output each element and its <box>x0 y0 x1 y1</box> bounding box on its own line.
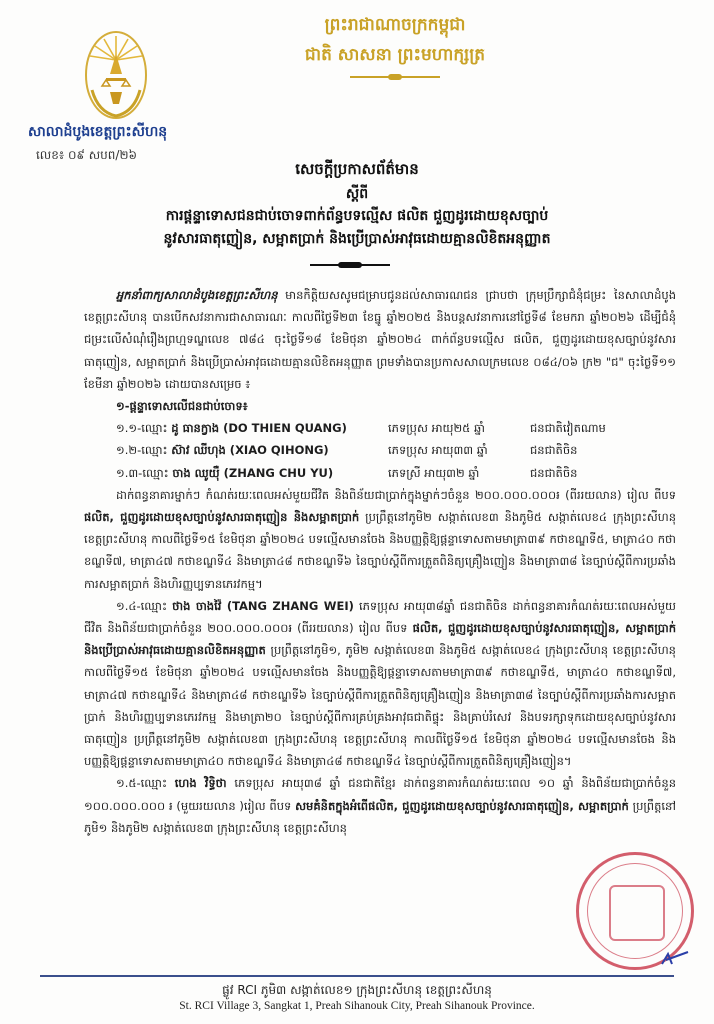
person-name: ចាង ឈូយ៉ឺ (ZHANG CHU YU) <box>172 465 334 480</box>
footer-divider <box>40 975 674 977</box>
person-sex-age: ភេទប្រុស អាយុ៣៣ ឆ្នាំ <box>388 443 488 458</box>
nation-religion-king: ជាតិ សាសនា ព្រះមហាក្សត្រ <box>304 45 486 65</box>
footer-address-english: St. RCI Village 3, Sangkat 1, Preah Sihanouk City, Preah Sihanouk Province. <box>179 1000 535 1012</box>
person-sex-age: ភេទស្រី អាយុ៣២ ឆ្នាំ <box>388 465 480 480</box>
person-row <box>84 439 676 461</box>
person5-paragraph <box>84 772 676 839</box>
court-name: សាលាដំបូងខេត្តព្រះសីហនុ <box>28 124 168 140</box>
court-emblem-icon <box>84 30 148 120</box>
document-title: សេចក្តីប្រកាសព័ត៌មាន <box>295 160 419 178</box>
person-label: ១.២-ឈ្មោះ <box>116 443 172 458</box>
person-row <box>84 462 676 484</box>
person-name: ថាង ចាងវ៉ៃ (TANG ZHANG WEI) <box>172 598 354 613</box>
section-heading: ១-ផ្តន្ទាទោសលើជនជាប់ចោទ៖ <box>116 399 248 414</box>
person-row <box>84 417 676 439</box>
ornament-divider <box>350 76 440 78</box>
person-sex-age: ភេទប្រុស អាយុ២៥ ឆ្នាំ <box>388 421 485 436</box>
signature-icon <box>660 948 690 968</box>
seal-emblem-icon <box>609 885 665 941</box>
person-label: ១.៤-ឈ្មោះ <box>116 598 173 613</box>
spokesperson: អ្នកនាំពាក្យសាលាដំបូងខេត្តព្រះសីហនុ <box>116 288 278 302</box>
person-name: ដូ ធានក្វាង (DO THIEN QUANG) <box>171 421 347 436</box>
person-name: ស៊ាវ ឈីហុង (XIAO QIHONG) <box>171 443 329 458</box>
person-name-cell <box>116 462 388 484</box>
document-number: លេខ៖ ០៩ សបព/២៦ <box>36 148 138 162</box>
person-nationality: ជនជាតិវៀតណាម <box>530 421 606 436</box>
title-subject-line2: នូវសារធាតុញៀន, សម្អាតប្រាក់ និងប្រើប្រាស់អាវុធដោយគ្មានលិខិតអនុញ្ញាត <box>163 231 551 247</box>
kingdom-motto <box>230 12 560 78</box>
footer-address-khmer: ផ្លូវ RCI ភូមិ៣ សង្កាត់លេខ១ ក្រុងព្រះសីហនុ ខេត្តព្រះសីហនុ <box>222 983 492 997</box>
person-name-cell <box>116 417 388 439</box>
person-name: ហេង វិទ្ធិថា <box>174 776 227 791</box>
intro-text: មានកិត្តិយសសូមជម្រាបជូនដល់សាធារណជន ជ្រាបថា ក្រុមប្រឹក្សាជំនុំជម្រះ នៃសាលាដំបូងខេត្តព្រះសីហនុ បានបើកសវនាការជាសាធារណៈ កាលពីថ្ងៃទី២៣ ខែធ្នូ ឆ្នាំ២០២៥ និងបន្តសវនាការនៅថ្ងៃទី៨ ខែមករា ឆ្នាំ២០២៦ ដើម្បីជំនុំជម្រះលើសំណុំរឿងព្រហ្មទណ្ឌលេខ ៧៨៤ ចុះថ្ងៃទី១៨ ខែមិថុនា ឆ្នាំ២០២៤ ពាក់ព័ន្ធបទល្មើស ផលិត, ជួញដូរដោយខុសច្បាប់នូវសារធាតុញៀន, សម្អាតប្រាក់ និងប្រើប្រាស់អាវុធដោយគ្មានលិខិតអនុញ្ញាត ព្រមទាំងបានប្រកាសសាលក្រមលេខ ០៨៤/០៦ ក្រ២ "ជ" ចុះថ្ងៃទី១១ ខែមីនា ឆ្នាំ២០២៦ ដោយបានសម្រេច ៖ <box>84 288 676 391</box>
sentence-paragraph <box>84 484 676 595</box>
person-name-cell <box>116 439 388 461</box>
person-label: ១.៥-ឈ្មោះ <box>116 776 175 791</box>
sentence-details: ប្រព្រឹត្តនៅភូមិ១, ភូមិ២ សង្កាត់លេខ៣ និងភូមិ៥ សង្កាត់លេខ៤ ក្រុងព្រះសីហនុ ខេត្តព្រះសីហនុ កាលពីថ្ងៃទី១៥ ខែមិថុនា ឆ្នាំ២០២៤ បទល្មើសមានចែង និងបញ្ញត្តិឱ្យផ្តន្ទាទោសតាមមាត្រា៣៩ កថាខណ្ឌទី៥, មាត្រា៤០ កថាខណ្ឌទី៧, មាត្រា៤៧ កថាខណ្ឌទី៤ និងមាត្រា៤៨ កថាខណ្ឌទី៦ នៃច្បាប់ស្តីពីការត្រួតពិនិត្យគ្រឿងញៀន និងមាត្រា៣៨ នៃច្បាប់ស្តីពីការប្រឆាំងការសម្អាតប្រាក់ និងហិរញ្ញប្បទានភេរវកម្ម និងមាត្រា២០ នៃច្បាប់ស្តីពីការគ្រប់គ្រងអាវុធជាតិផ្ទុះ និងគ្រាប់រំសេវ និងបទរក្សាទុកដោយខុសច្បាប់នូវសារធាតុញៀន ប្រព្រឹត្តនៅភូមិ២ សង្កាត់លេខ៣ ក្រុងព្រះសីហនុ ខេត្តព្រះសីហនុ កាលពីថ្ងៃទី១៥ ខែមិថុនា ឆ្នាំ២០២៤ បទល្មើសមានចែង និងបញ្ញត្តិឱ្យផ្តន្ទាទោសតាមមាត្រា៤០ កថាខណ្ឌទី៤ និងមាត្រា៤៨ កថាខណ្ឌទី៤ នៃច្បាប់ស្តីពីការត្រួតពិនិត្យគ្រឿងញៀន។ <box>84 643 676 769</box>
title-subject-label: ស្តីពី <box>345 186 369 202</box>
person-nationality: ជនជាតិចិន <box>530 465 578 480</box>
person-label: ១.៣-ឈ្មោះ <box>116 465 173 480</box>
kingdom-title: ព្រះរាជាណាចក្រកម្ពុជា <box>324 15 466 35</box>
charge-text: ផលិត, ជួញដូរដោយខុសច្បាប់នូវសារធាតុញៀន, សម្អាតប្រាក់ និងប្រើប្រាស់អាវុធដោយគ្មានលិខិតអនុញ្ញាត <box>84 621 676 658</box>
sentence-text: ភេទប្រុស អាយុ៣៨ឆ្នាំ ជនជាតិចិន ដាក់ពន្ធនាគារកំណត់រយៈពេលអស់មួយជីវិត និងពិន័យជាប្រាក់ចំនួន ២០០.០០០.០០០៛ (ពីររយលាន) រៀល ពីបទ <box>84 598 676 636</box>
charge-text: សមគំនិតក្នុងអំពើផលិត, ជួញដូរដោយខុសច្បាប់នូវសារធាតុញៀន, សម្អាតប្រាក់ <box>295 798 629 813</box>
sentence-details: ប្រព្រឹត្តនៅភូមិ២ សង្កាត់លេខ៣ និងភូមិ៥ សង្កាត់លេខ៤ ក្រុងព្រះសីហនុ ខេត្តព្រះសីហនុ កាលពីថ្ងៃទី១៥ ខែមិថុនា ឆ្នាំ២០២៤ បទល្មើសមានចែង និងបញ្ញត្តិឱ្យផ្តន្ទាទោសតាមមាត្រា៣៩ កថាខណ្ឌទី៥, មាត្រា៤០ កថាខណ្ឌទី៧, មាត្រា៤៧ កថាខណ្ឌទី៤ និងមាត្រា៤៨ កថាខណ្ឌទី៦ នៃច្បាប់ស្តីពីការត្រួតពិនិត្យគ្រឿងញៀន និងមាត្រា៣៨ នៃច្បាប់ស្តីពីការប្រឆាំងការសម្អាតប្រាក់ និងហិរញ្ញប្បទានភេរវកម្ម។ <box>84 510 676 591</box>
sentence-text: ភេទប្រុស អាយុ៣៨ ឆ្នាំ ជនជាតិខ្មែរ ដាក់ពន្ធនាគារកំណត់រយៈពេល ១០ ឆ្នាំ និងពិន័យជាប្រាក់ចំនួន ១០០.០០០.០០០ ៛ (មួយរយលាន )រៀល ពីបទ <box>84 776 676 813</box>
title-divider <box>310 264 390 266</box>
sentence-details: ប្រព្រឹត្តនៅភូមិ១ និងភូមិ២ សង្កាត់លេខ៣ ក្រុងព្រះសីហនុ ខេត្តព្រះសីហនុ <box>84 798 676 835</box>
person-label: ១.១-ឈ្មោះ <box>116 421 172 436</box>
sentence-text: ដាក់ពន្ធនាគារម្នាក់ៗ កំណត់រយៈពេលអស់មួយជីវិត និងពិន័យជាប្រាក់ក្នុងម្នាក់ៗចំនួន ២០០.០០០.០០០៛ (ពីររយលាន) រៀល ពីបទ <box>116 487 676 502</box>
intro-paragraph <box>84 284 676 395</box>
title-subject-line1: ការផ្តន្ទាទោសជនជាប់ចោទពាក់ព័ន្ធបទល្មើស ផលិត ជួញដូរដោយខុសច្បាប់ <box>165 208 549 224</box>
charge-text: ផលិត, ជួញដូរដោយខុសច្បាប់នូវសារធាតុញៀន និងសម្អាតប្រាក់ <box>84 510 360 525</box>
person4-paragraph <box>84 595 676 773</box>
document-body <box>84 284 676 839</box>
person-nationality: ជនជាតិចិន <box>530 443 578 458</box>
